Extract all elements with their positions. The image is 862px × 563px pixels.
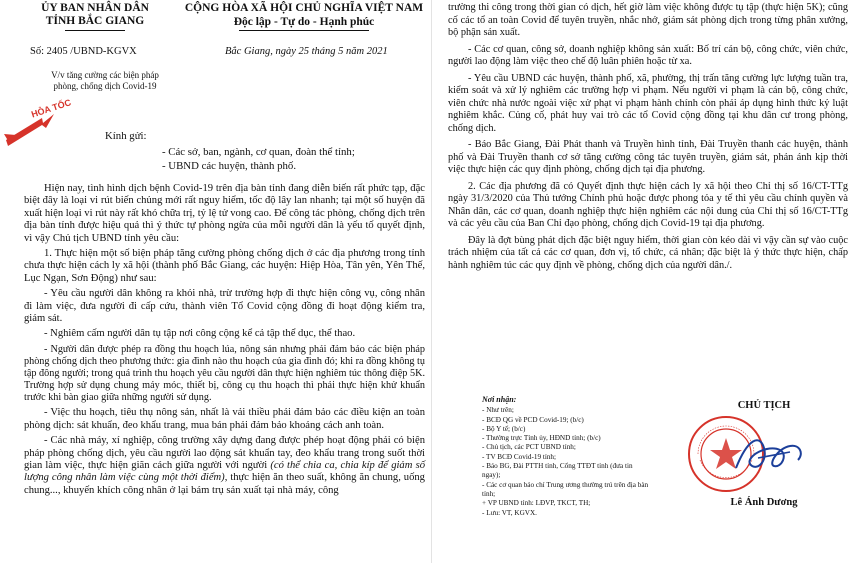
signature-graphic	[728, 428, 818, 480]
body-right	[448, 2, 848, 276]
salutation-line2: - UBND các huyện, thành phố.	[162, 160, 297, 172]
salutation-label: Kính gửi:	[105, 130, 147, 142]
recipient-item: + VP UBND tỉnh: LĐVP, TKCT, TH;	[482, 499, 591, 508]
paragraph	[24, 435, 425, 497]
recipients	[482, 395, 652, 518]
paragraph: - Nghiêm cấm người dân tụ tập nơi công cộng kể cả tập thể dục, thể thao.	[44, 328, 356, 340]
agency-line2: TỈNH BẮC GIANG	[45, 15, 145, 27]
subject-line1: V/v tăng cường các biện pháp	[51, 70, 159, 80]
paragraph: - Việc thu hoạch, tiêu thụ nông sản, nhất là vải thiều phải đảm bảo các điều kiện an toàn phòng dịch: sát khuẩn, đeo khẩu trang, mua bán phải đảm bảo khoảng cách anh toàn.	[24, 407, 425, 431]
nation-line2: Độc lập - Tự do - Hạnh phúc	[233, 15, 375, 28]
agency-underline	[65, 30, 125, 31]
recipient-item: - Chủ tịch, các PCT UBND tỉnh;	[482, 443, 576, 452]
paragraph: - Người dân được phép ra đồng thu hoạch lúa, nông sản nhưng phải đảm bảo các biện pháp phòng chống dịch theo phương thức: gia đình nào thu hoạch của gia đình đó; khi ra đồng không tụ tập đông người; trong quá trình thu hoạch yêu cầu người dân thực hiện nghiêm túc thông điệp 5K. Trường hợp sử dụng chung máy móc, thiết bị, công cụ thu hoạch thì phải thực hiện khử khuẩn trước khi bàn giao giữa những người sử dụng.	[24, 343, 425, 404]
paragraph: trường thi công trong thời gian có dịch, hết giờ làm việc không được tụ tập (thực hiện 5K); cũng cố các tổ an toàn Covid để tuyên truyền, nhắc nhở, giám sát phòng dịch trong từng phân xưởng, bộ phận sản xuất.	[448, 2, 848, 38]
paragraph: - Báo Bắc Giang, Đài Phát thanh và Truyền hình tỉnh, Đài Truyền thanh các huyện, thành phố và Đài Truyền thanh cơ sở tăng cường công tác tuyên truyền, giám sát, phản ánh kịp thời việc thực hiện các quy định phòng, chống dịch tại địa phương.	[448, 139, 848, 175]
paragraph: Đây là đợt bùng phát dịch đặc biệt nguy hiểm, thời gian còn kéo dài vì vậy cần sự vào cuộc trách nhiệm của tất cả các cơ quan, đơn vị, tổ chức, cá nhân; đặc biệt là ý thức thực hiện, chấp hành nghiêm túc các quy định về phòng, chống dịch của người dân./.	[448, 234, 848, 271]
place-date: Bắc Giang, ngày 25 tháng 5 năm 2021	[225, 46, 388, 57]
paragraph: - Yêu cầu người dân không ra khỏi nhà, trừ trường hợp đi thực hiện công vụ, công nhân đi làm việc, đưa người đi cấp cứu, thành viên Tổ Covid cộng đồng đi hoạt động kiểm tra, giám sát.	[24, 288, 425, 325]
paragraph-text: - Các nhà máy, xí nghiệp, công trường xây dựng đang được phép hoạt động phải có biện pháp phòng chống dịch, yêu cầu người lao động sát khuẩn tay, đeo khẩu trang trong suốt thời gian làm việc, thực hiện giãn cách giữa người với người	[24, 435, 425, 471]
signer-name: Lê Ánh Dương	[730, 497, 798, 508]
signature-title: CHỦ TỊCH	[737, 400, 791, 411]
paragraph: 2. Các địa phương đã có Quyết định thực hiện cách ly xã hội theo Chỉ thị số 16/CT-TTg ngày 31/3/2020 của Thủ tướng Chính phủ hoặc được phong tỏa y tế thì yêu cầu chính quyền và Nhân dân, các cơ quan, doanh nghiệp thực hiện nghiêm các nội dung của Chỉ thị số 16/CT-TTg và các yêu cầu của Ban Chỉ đạo phòng, chống dịch Covid-19 tại địa phương.	[448, 180, 848, 229]
paragraph-text: , thực hiện ăn theo suất, không ăn chung, uống chung..., khuyến khích công nhân ở lại bám trụ sản xuất tại nhà máy, công	[24, 472, 425, 496]
recipient-item: - Các cơ quan báo chí Trung ương thường trú trên địa bàn tỉnh;	[482, 480, 649, 498]
recipient-item: - TV BCĐ Covid-19 tỉnh;	[482, 452, 557, 461]
body-left	[24, 183, 425, 500]
subject-line2: phòng, chống dịch Covid-19	[53, 81, 157, 91]
nation-underline	[239, 30, 369, 31]
nation-line1: CỘNG HÒA XÃ HỘI CHỦ NGHĨA VIỆT NAM	[184, 2, 424, 14]
recipient-item: - Lưu: VT, KGVX.	[482, 508, 537, 517]
urgent-stamp-text: HỎA TỐC	[30, 97, 73, 120]
nation-header	[184, 2, 424, 31]
subject	[30, 70, 180, 92]
recipient-item: - Báo BG, Đài PTTH tỉnh, Cổng TTĐT tỉnh (đưa tin ngay);	[482, 462, 633, 480]
salutation-line1: - Các sở, ban, ngành, cơ quan, đoàn thể tỉnh;	[162, 146, 355, 158]
recipient-item: - Bộ Y tế; (b/c)	[482, 424, 526, 433]
paragraph: Hiện nay, tình hình dịch bệnh Covid-19 trên địa bàn tỉnh đang diễn biến rất phức tạp, đặc biệt đây là loại vi rút biến chủng mới rất nguy hiểm, tốc độ lây lan nhanh; tại một số huyện đã xuất hiện loại vi rút này rất khó chữa trị, tỷ lệ tử vong cao. Để công tác phòng, chống dịch trên địa bàn tỉnh được hiệu quả thì ý thức tự phòng ngừa của mỗi người dân là yếu tố quyết định, vì vậy Chủ tịch UBND tỉnh yêu cầu:	[24, 183, 425, 244]
handwritten-signature	[728, 428, 818, 480]
urgent-stamp	[2, 97, 76, 150]
doc-number: Số: 2405 /UBND-KGVX	[30, 46, 137, 57]
paragraph-italic-text: (có thể chia ca, chia kíp để giảm số lượng công nhân làm việc cùng một thời điểm)	[24, 459, 425, 484]
page-2	[431, 0, 862, 563]
paragraph: 1. Thực hiện một số biện pháp tăng cường phòng chống dịch ở các địa phương trong tỉnh chưa thực hiện cách ly xã hội (thành phố Bắc Giang, các huyện: Hiệp Hòa, Tân yên, Yên Thế, Lục Ngạn, Sơn Động) như sau:	[24, 248, 425, 284]
recipient-item: - Như trên;	[482, 406, 514, 415]
agency-header	[20, 2, 170, 31]
recipient-item: - BCĐ QG về PCD Covid-19; (b/c)	[482, 415, 584, 424]
agency-line1: ỦY BAN NHÂN DÂN	[41, 2, 149, 14]
paragraph: - Yêu cầu UBND các huyện, thành phố, xã, phường, thị trấn tăng cường lực lượng tuần tra, kiểm soát và xử lý nghiêm các trường hợp vi phạm. Nếu người vi phạm là cán bộ, công chức, viên chức nhà nước ngoài việc xử phạt vi phạm hành chính còn phải áp dụng hình thức kỷ luật nghiêm khắc. Củng cố, phát huy vai trò các tổ Covid cộng đồng tại khu dân cư trong phòng, chống dịch.	[448, 72, 848, 134]
recipients-title: Nơi nhận:	[482, 395, 517, 404]
recipient-item: - Thường trực Tỉnh ủy, HĐND tỉnh; (b/c)	[482, 434, 601, 443]
paragraph: - Các cơ quan, công sở, doanh nghiệp không sản xuất: Bố trí cán bộ, công chức, viên chức, người lao động làm việc theo chế độ luân phiên hoặc từ xa.	[448, 43, 848, 67]
